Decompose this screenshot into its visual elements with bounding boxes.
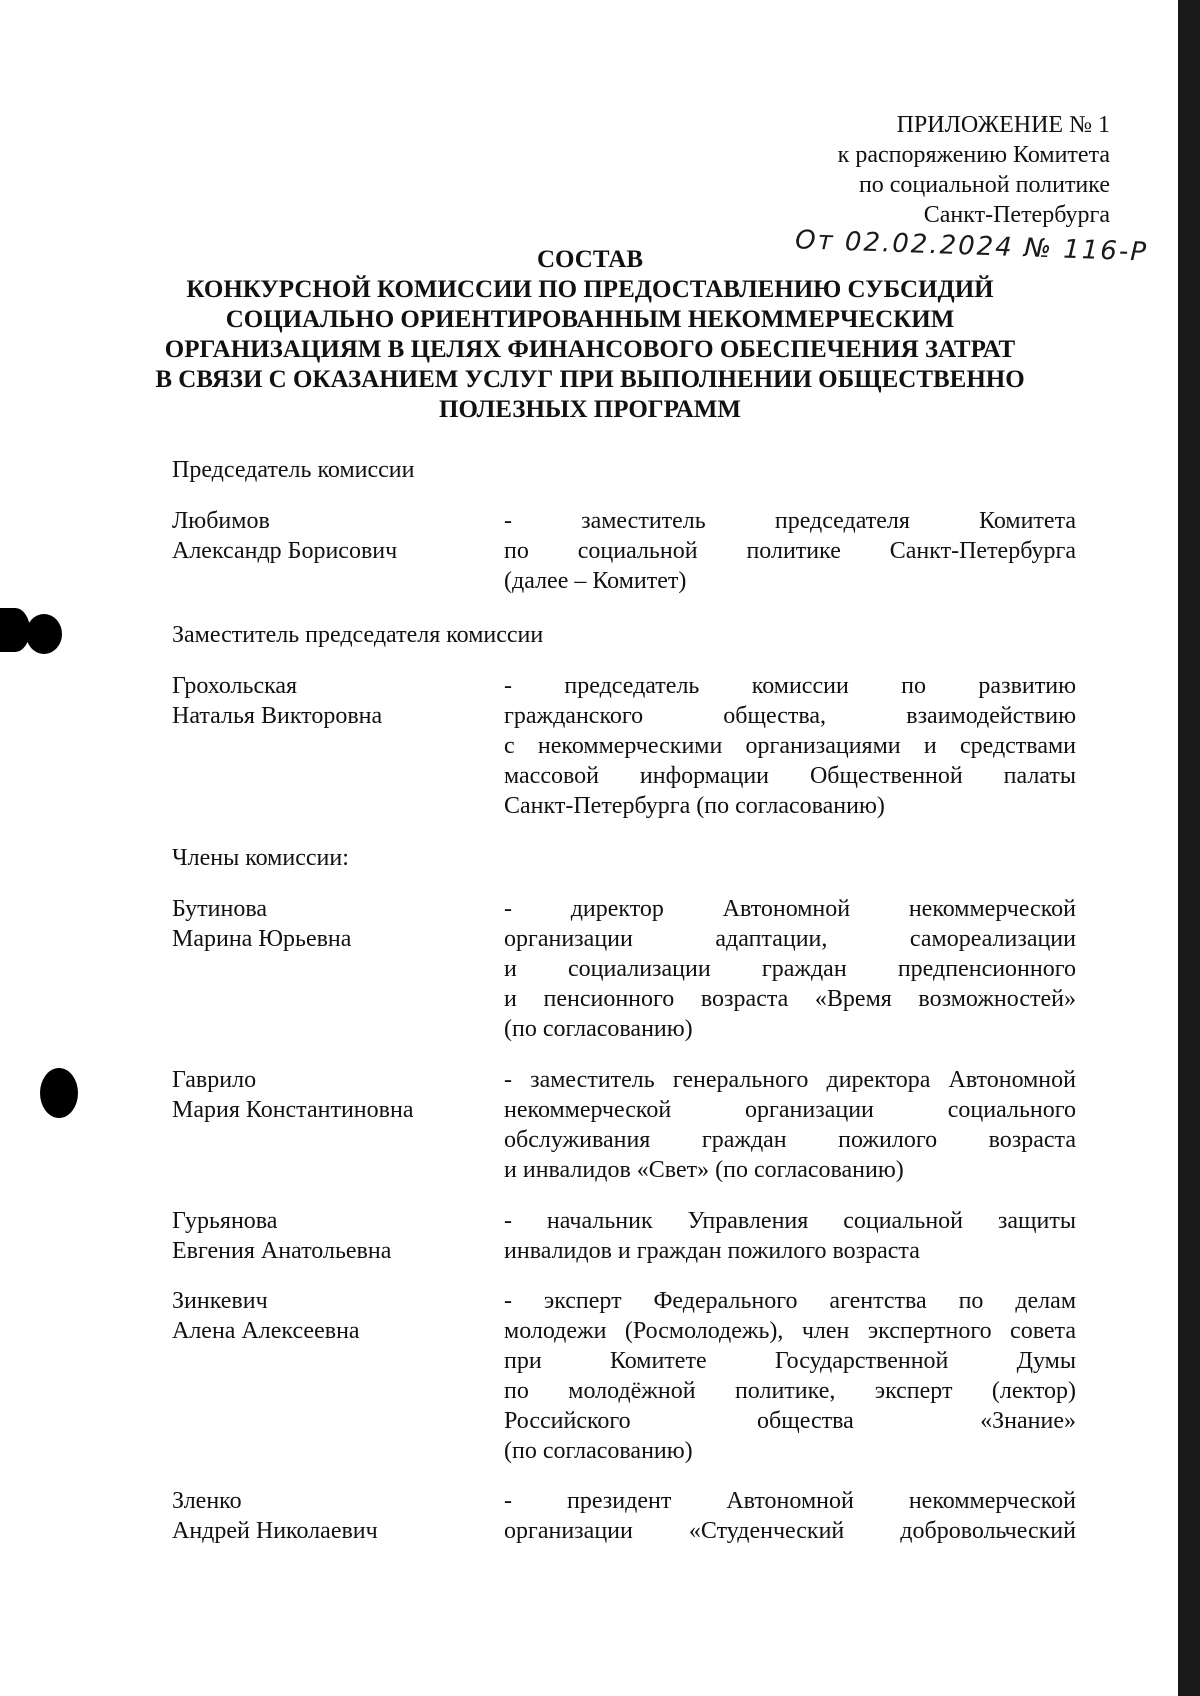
appendix-number: ПРИЛОЖЕНИЕ № 1 <box>896 112 1110 138</box>
member-name: Грохольская Наталья Викторовна <box>172 673 383 729</box>
punch-hole-mark <box>26 614 62 654</box>
handwritten-date-number: От 02.02.2024 № 116-Р <box>794 225 1149 268</box>
member-description: - эксперт Федерального агентства по делам молодежи (Росмолодежь), член экспертного совета при Комитете Государственной Думы по молодёжной политике, эксперт (лектор) Российского общества «Знание» (по согласованию) <box>504 1288 1076 1464</box>
member-name: Зленко Андрей Николаевич <box>172 1488 378 1544</box>
member-name: Гурьянова Евгения Анатольевна <box>172 1208 392 1264</box>
member-name: Любимов Александр Борисович <box>172 508 398 564</box>
appendix-ref: к распоряжению Комитета <box>837 142 1110 168</box>
scan-edge-bar <box>1178 0 1200 1696</box>
member-name: Бутинова Марина Юрьевна <box>172 896 352 952</box>
title-line: ПОЛЕЗНЫХ ПРОГРАММ <box>439 396 741 423</box>
title-line: КОНКУРСНОЙ КОМИССИИ ПО ПРЕДОСТАВЛЕНИЮ СУБСИДИЙ <box>186 276 994 303</box>
member-name: Гаврило Мария Константиновна <box>172 1067 414 1123</box>
document-title <box>150 245 1030 425</box>
appendix-header <box>838 110 1110 230</box>
section-deputy: Заместитель председателя комиссии <box>172 622 544 648</box>
member-description: - заместитель председателя Комитета по социальной политике Санкт-Петербурга (далее – Комитет) <box>504 508 1076 594</box>
member-description: - начальник Управления социальной защиты инвалидов и граждан пожилого возраста <box>504 1208 1076 1264</box>
title-line: СОЦИАЛЬНО ОРИЕНТИРОВАННЫМ НЕКОММЕРЧЕСКИМ <box>225 306 955 333</box>
member-description: - заместитель генерального директора Автономной некоммерческой организации социального обслуживания граждан пожилого возраста и инвалидов «Свет» (по согласованию) <box>504 1067 1076 1183</box>
member-name: Зинкевич Алена Алексеевна <box>172 1288 360 1344</box>
member-description: - председатель комиссии по развитию гражданского общества, взаимодействию с некоммерческими организациями и средствами массовой информации Общественной палаты Санкт-Петербурга (по согласованию) <box>504 673 1076 819</box>
section-members: Члены комиссии: <box>172 845 349 871</box>
member-description: - директор Автономной некоммерческой организации адаптации, самореализации и социализации граждан предпенсионного и пенсионного возраста «Время возможностей» (по согласованию) <box>504 896 1076 1042</box>
punch-hole-mark <box>40 1068 78 1118</box>
section-chair: Председатель комиссии <box>172 457 415 483</box>
appendix-ref: Санкт-Петербурга <box>923 202 1110 228</box>
title-line: В СВЯЗИ С ОКАЗАНИЕМ УСЛУГ ПРИ ВЫПОЛНЕНИИ ОБЩЕСТВЕННО <box>155 366 1025 393</box>
member-description: - президент Автономной некоммерческой организации «Студенческий добровольческий <box>504 1488 1076 1544</box>
title-line: СОСТАВ <box>536 246 644 273</box>
title-line: ОРГАНИЗАЦИЯМ В ЦЕЛЯХ ФИНАНСОВОГО ОБЕСПЕЧЕНИЯ ЗАТРАТ <box>164 336 1016 363</box>
appendix-ref: по социальной политике <box>858 172 1110 198</box>
